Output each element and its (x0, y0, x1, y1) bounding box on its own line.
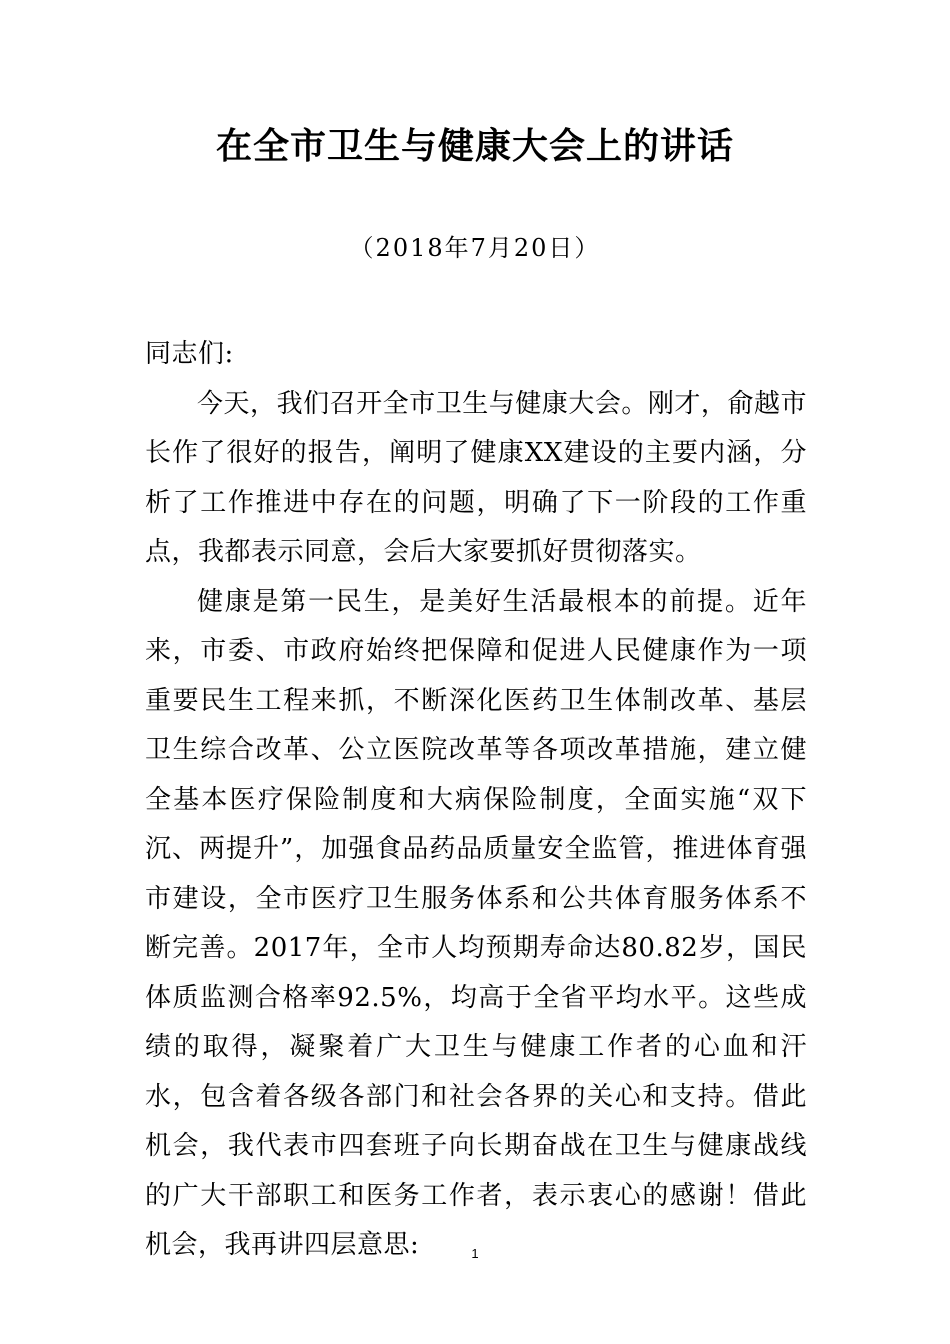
paragraph-2: 健康是第一民生，是美好生活最根本的前提。近年来，市委、市政府始终把保障和促进人民健康作为一项重要民生工程来抓，不断深化医药卫生体制改革、基层卫生综合改革、公立医院改革等各项改革措施，建立健全基本医疗保险制度和大病保险制度，全面实施“双下沉、两提升”，加强食品药品质量安全监管，推进体育强市建设，全市医疗卫生服务体系和公共体育服务体系不断完善。2017年，全市人均预期寿命达80.82岁，国民体质监测合格率92.5%，均高于全省平均水平。这些成绩的取得，凝聚着广大卫生与健康工作者的心血和汗水，包含着各级各部门和社会各界的关心和支持。借此机会，我代表市四套班子向长期奋战在卫生与健康战线的广大干部职工和医务工作者，表示衷心的感谢！借此机会，我再讲四层意思: (145, 586, 807, 1260)
document-title: 在全市卫生与健康大会上的讲话 (215, 125, 734, 167)
page-number: 1 (471, 1246, 479, 1261)
speech-date: （2018年7月20日） (349, 234, 601, 262)
paragraph-1: 今天，我们召开全市卫生与健康大会。刚才，俞越市长作了很好的报告，阐明了健康XX建设的主要内涵，分析了工作推进中存在的问题，明确了下一阶段的工作重点，我都表示同意，会后大家要抓好贯彻落实。 (145, 388, 807, 567)
document-body (145, 330, 807, 1271)
salutation: 同志们: (145, 339, 234, 369)
